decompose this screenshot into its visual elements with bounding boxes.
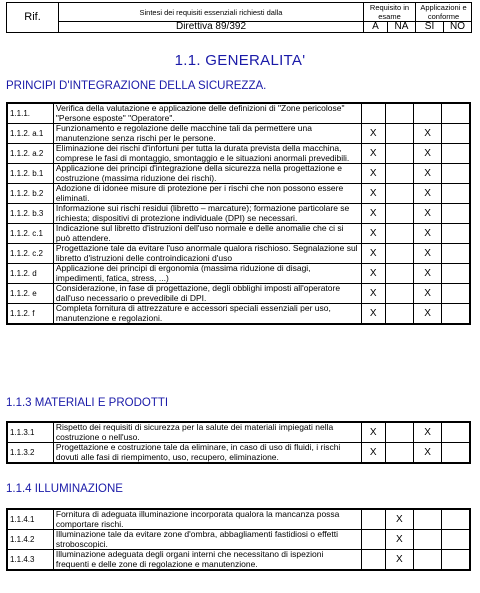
requirement-code: 1.1.2. c.1 bbox=[7, 224, 53, 244]
mark-no bbox=[442, 443, 470, 464]
table-row bbox=[7, 204, 470, 224]
requirement-code: 1.1.4.3 bbox=[7, 550, 53, 571]
requirement-description: Funzionamento e regolazione delle macchine tali da permettere una manutenzione senza rischi per le persone. bbox=[53, 124, 361, 144]
mark-si: X bbox=[413, 284, 441, 304]
requirement-description: Progettazione e costruzione tale da eliminare, in caso di uso di fluidi, i rischi dovuti alle fasi di riempimento, uso, recupero, eliminazione. bbox=[53, 443, 361, 464]
requirement-description: Progettazione tale da evitare l'uso anormale qualora rischioso. Segnalazione sul libretto d'istruzioni delle controindicazioni d'uso bbox=[53, 244, 361, 264]
mark-a: X bbox=[361, 204, 385, 224]
mark-a bbox=[361, 550, 385, 571]
mark-no bbox=[442, 550, 470, 571]
mark-na bbox=[385, 184, 413, 204]
mark-na bbox=[385, 304, 413, 325]
mark-na bbox=[385, 264, 413, 284]
mark-a bbox=[361, 530, 385, 550]
mark-a: X bbox=[361, 224, 385, 244]
page-title: 1.1. GENERALITA' bbox=[174, 52, 306, 69]
rif-header: Rif. bbox=[7, 3, 59, 33]
requirement-description: Illuminazione adeguata degli organi interni che necessitano di ispezioni frequenti e delle zone di regolazione e manutenzione. bbox=[53, 550, 361, 571]
mark-a: X bbox=[361, 164, 385, 184]
requirement-code: 1.1.2. b.2 bbox=[7, 184, 53, 204]
table-row bbox=[7, 144, 470, 164]
mark-si: X bbox=[413, 224, 441, 244]
requirements-table-illuminazione bbox=[6, 508, 471, 571]
requirement-code: 1.1.4.1 bbox=[7, 509, 53, 530]
mark-si: X bbox=[413, 204, 441, 224]
mark-no bbox=[442, 204, 470, 224]
table-row bbox=[7, 422, 470, 443]
mark-si: X bbox=[413, 443, 441, 464]
table-row bbox=[7, 244, 470, 264]
mark-na bbox=[385, 164, 413, 184]
requirement-description: Applicazione dei principi d'integrazione della sicurezza nella progettazione e costruzione (massima riduzione dei rischi). bbox=[53, 164, 361, 184]
mark-a: X bbox=[361, 144, 385, 164]
requirement-code: 1.1.4.2 bbox=[7, 530, 53, 550]
mark-na: X bbox=[385, 509, 413, 530]
mark-a: X bbox=[361, 244, 385, 264]
requirement-code: 1.1.2. b.1 bbox=[7, 164, 53, 184]
requirement-description: Rispetto dei requisiti di sicurezza per la salute dei materiali impiegati nella costruzione o nell'uso. bbox=[53, 422, 361, 443]
mark-si: X bbox=[413, 422, 441, 443]
table-row bbox=[7, 443, 470, 464]
mark-na bbox=[385, 244, 413, 264]
table-row bbox=[7, 164, 470, 184]
requirement-code: 1.1.1. bbox=[7, 103, 53, 124]
col-a-header: A bbox=[364, 22, 388, 33]
mark-no bbox=[442, 124, 470, 144]
requirement-description: Adozione di idonee misure di protezione per i rischi che non possono essere eliminati. bbox=[53, 184, 361, 204]
requirement-code: 1.1.2. d bbox=[7, 264, 53, 284]
mark-na: X bbox=[385, 550, 413, 571]
table-row bbox=[7, 304, 470, 325]
mark-si: X bbox=[413, 304, 441, 325]
mark-no bbox=[442, 509, 470, 530]
mark-a: X bbox=[361, 124, 385, 144]
table-row bbox=[7, 224, 470, 244]
mark-na bbox=[385, 144, 413, 164]
col-no-header: NO bbox=[444, 22, 472, 33]
mark-na bbox=[385, 422, 413, 443]
requirement-description: Indicazione sul libretto d'istruzioni dell'uso normale e delle anomalie che ci si può attendere. bbox=[53, 224, 361, 244]
requirement-description: Informazione sui rischi residui (libretto – marcature); formazione particolare se richiesta; dispositivi di protezione individuale (DPI) se necessari. bbox=[53, 204, 361, 224]
mark-no bbox=[442, 144, 470, 164]
table-row bbox=[7, 103, 470, 124]
mark-a bbox=[361, 103, 385, 124]
requisito-header: Requisito in esame bbox=[364, 3, 416, 22]
mark-no bbox=[442, 224, 470, 244]
col-si-header: SI bbox=[416, 22, 444, 33]
mark-no bbox=[442, 103, 470, 124]
section-title-3: 1.1.4 ILLUMINAZIONE bbox=[6, 483, 123, 495]
table-row bbox=[7, 264, 470, 284]
mark-na bbox=[385, 124, 413, 144]
mark-no bbox=[442, 284, 470, 304]
requirement-code: 1.1.2. b.3 bbox=[7, 204, 53, 224]
mark-si: X bbox=[413, 144, 441, 164]
requirement-code: 1.1.2. a.1 bbox=[7, 124, 53, 144]
mark-na: X bbox=[385, 530, 413, 550]
requirements-table-materiali bbox=[6, 421, 471, 464]
requirement-description: Illuminazione tale da evitare zone d'ombra, abbagliamenti fastidiosi o effetti stroboscopici. bbox=[53, 530, 361, 550]
mark-no bbox=[442, 304, 470, 325]
mark-si: X bbox=[413, 244, 441, 264]
mark-a: X bbox=[361, 443, 385, 464]
section-title-1: PRINCIPI D'INTEGRAZIONE DELLA SICUREZZA. bbox=[6, 80, 267, 92]
header-title-line2: Direttiva 89/392 bbox=[59, 22, 364, 33]
mark-si: X bbox=[413, 264, 441, 284]
mark-a: X bbox=[361, 422, 385, 443]
mark-no bbox=[442, 422, 470, 443]
requirement-description: Fornitura di adeguata illuminazione incorporata qualora la mancanza possa comportare rischi. bbox=[53, 509, 361, 530]
mark-si: X bbox=[413, 164, 441, 184]
table-row bbox=[7, 550, 470, 571]
mark-a bbox=[361, 509, 385, 530]
requirement-code: 1.1.2. a.2 bbox=[7, 144, 53, 164]
mark-si: X bbox=[413, 184, 441, 204]
mark-si: X bbox=[413, 124, 441, 144]
table-row bbox=[7, 284, 470, 304]
mark-no bbox=[442, 244, 470, 264]
section-title-2: 1.1.3 MATERIALI E PRODOTTI bbox=[6, 397, 169, 409]
mark-a: X bbox=[361, 264, 385, 284]
mark-a: X bbox=[361, 284, 385, 304]
table-row bbox=[7, 124, 470, 144]
requirement-description: Completa fornitura di attrezzature e accessori speciali essenziali per uso, manutenzione e regolazioni. bbox=[53, 304, 361, 325]
applicazione-header: Applicazioni e conforme bbox=[416, 3, 472, 22]
requirement-code: 1.1.3.1 bbox=[7, 422, 53, 443]
header-table bbox=[6, 2, 472, 33]
mark-no bbox=[442, 184, 470, 204]
requirement-code: 1.1.2. e bbox=[7, 284, 53, 304]
header-title-line1: Sintesi dei requisiti essenziali richiesti dalla bbox=[59, 3, 364, 22]
mark-si bbox=[413, 509, 441, 530]
mark-si bbox=[413, 103, 441, 124]
mark-no bbox=[442, 530, 470, 550]
mark-na bbox=[385, 224, 413, 244]
requirement-code: 1.1.2. f bbox=[7, 304, 53, 325]
requirements-table-integrazione bbox=[6, 102, 471, 325]
mark-no bbox=[442, 164, 470, 184]
requirement-description: Applicazione dei principi di ergonomia (massima riduzione di disagi, impedimenti, fatica, stress, ...) bbox=[53, 264, 361, 284]
mark-a: X bbox=[361, 184, 385, 204]
requirement-description: Eliminazione dei rischi d'infortuni per tutta la durata prevista della macchina, comprese le fasi di montaggio, smontaggio e le situazioni anormali prevedibili. bbox=[53, 144, 361, 164]
mark-si bbox=[413, 550, 441, 571]
requirement-description: Considerazione, in fase di progettazione, degli obblighi imposti all'operatore dall'uso necessario o prevedibile di DPI. bbox=[53, 284, 361, 304]
mark-na bbox=[385, 284, 413, 304]
mark-na bbox=[385, 204, 413, 224]
requirement-description: Verifica della valutazione e applicazione delle definizioni di "Zone pericolose" "Persone esposte" "Operatore". bbox=[53, 103, 361, 124]
mark-a: X bbox=[361, 304, 385, 325]
mark-si bbox=[413, 530, 441, 550]
table-row bbox=[7, 530, 470, 550]
requirement-code: 1.1.2. c.2 bbox=[7, 244, 53, 264]
requirement-code: 1.1.3.2 bbox=[7, 443, 53, 464]
mark-na bbox=[385, 103, 413, 124]
col-na-header: NA bbox=[388, 22, 416, 33]
mark-no bbox=[442, 264, 470, 284]
table-row bbox=[7, 184, 470, 204]
mark-na bbox=[385, 443, 413, 464]
table-row bbox=[7, 509, 470, 530]
